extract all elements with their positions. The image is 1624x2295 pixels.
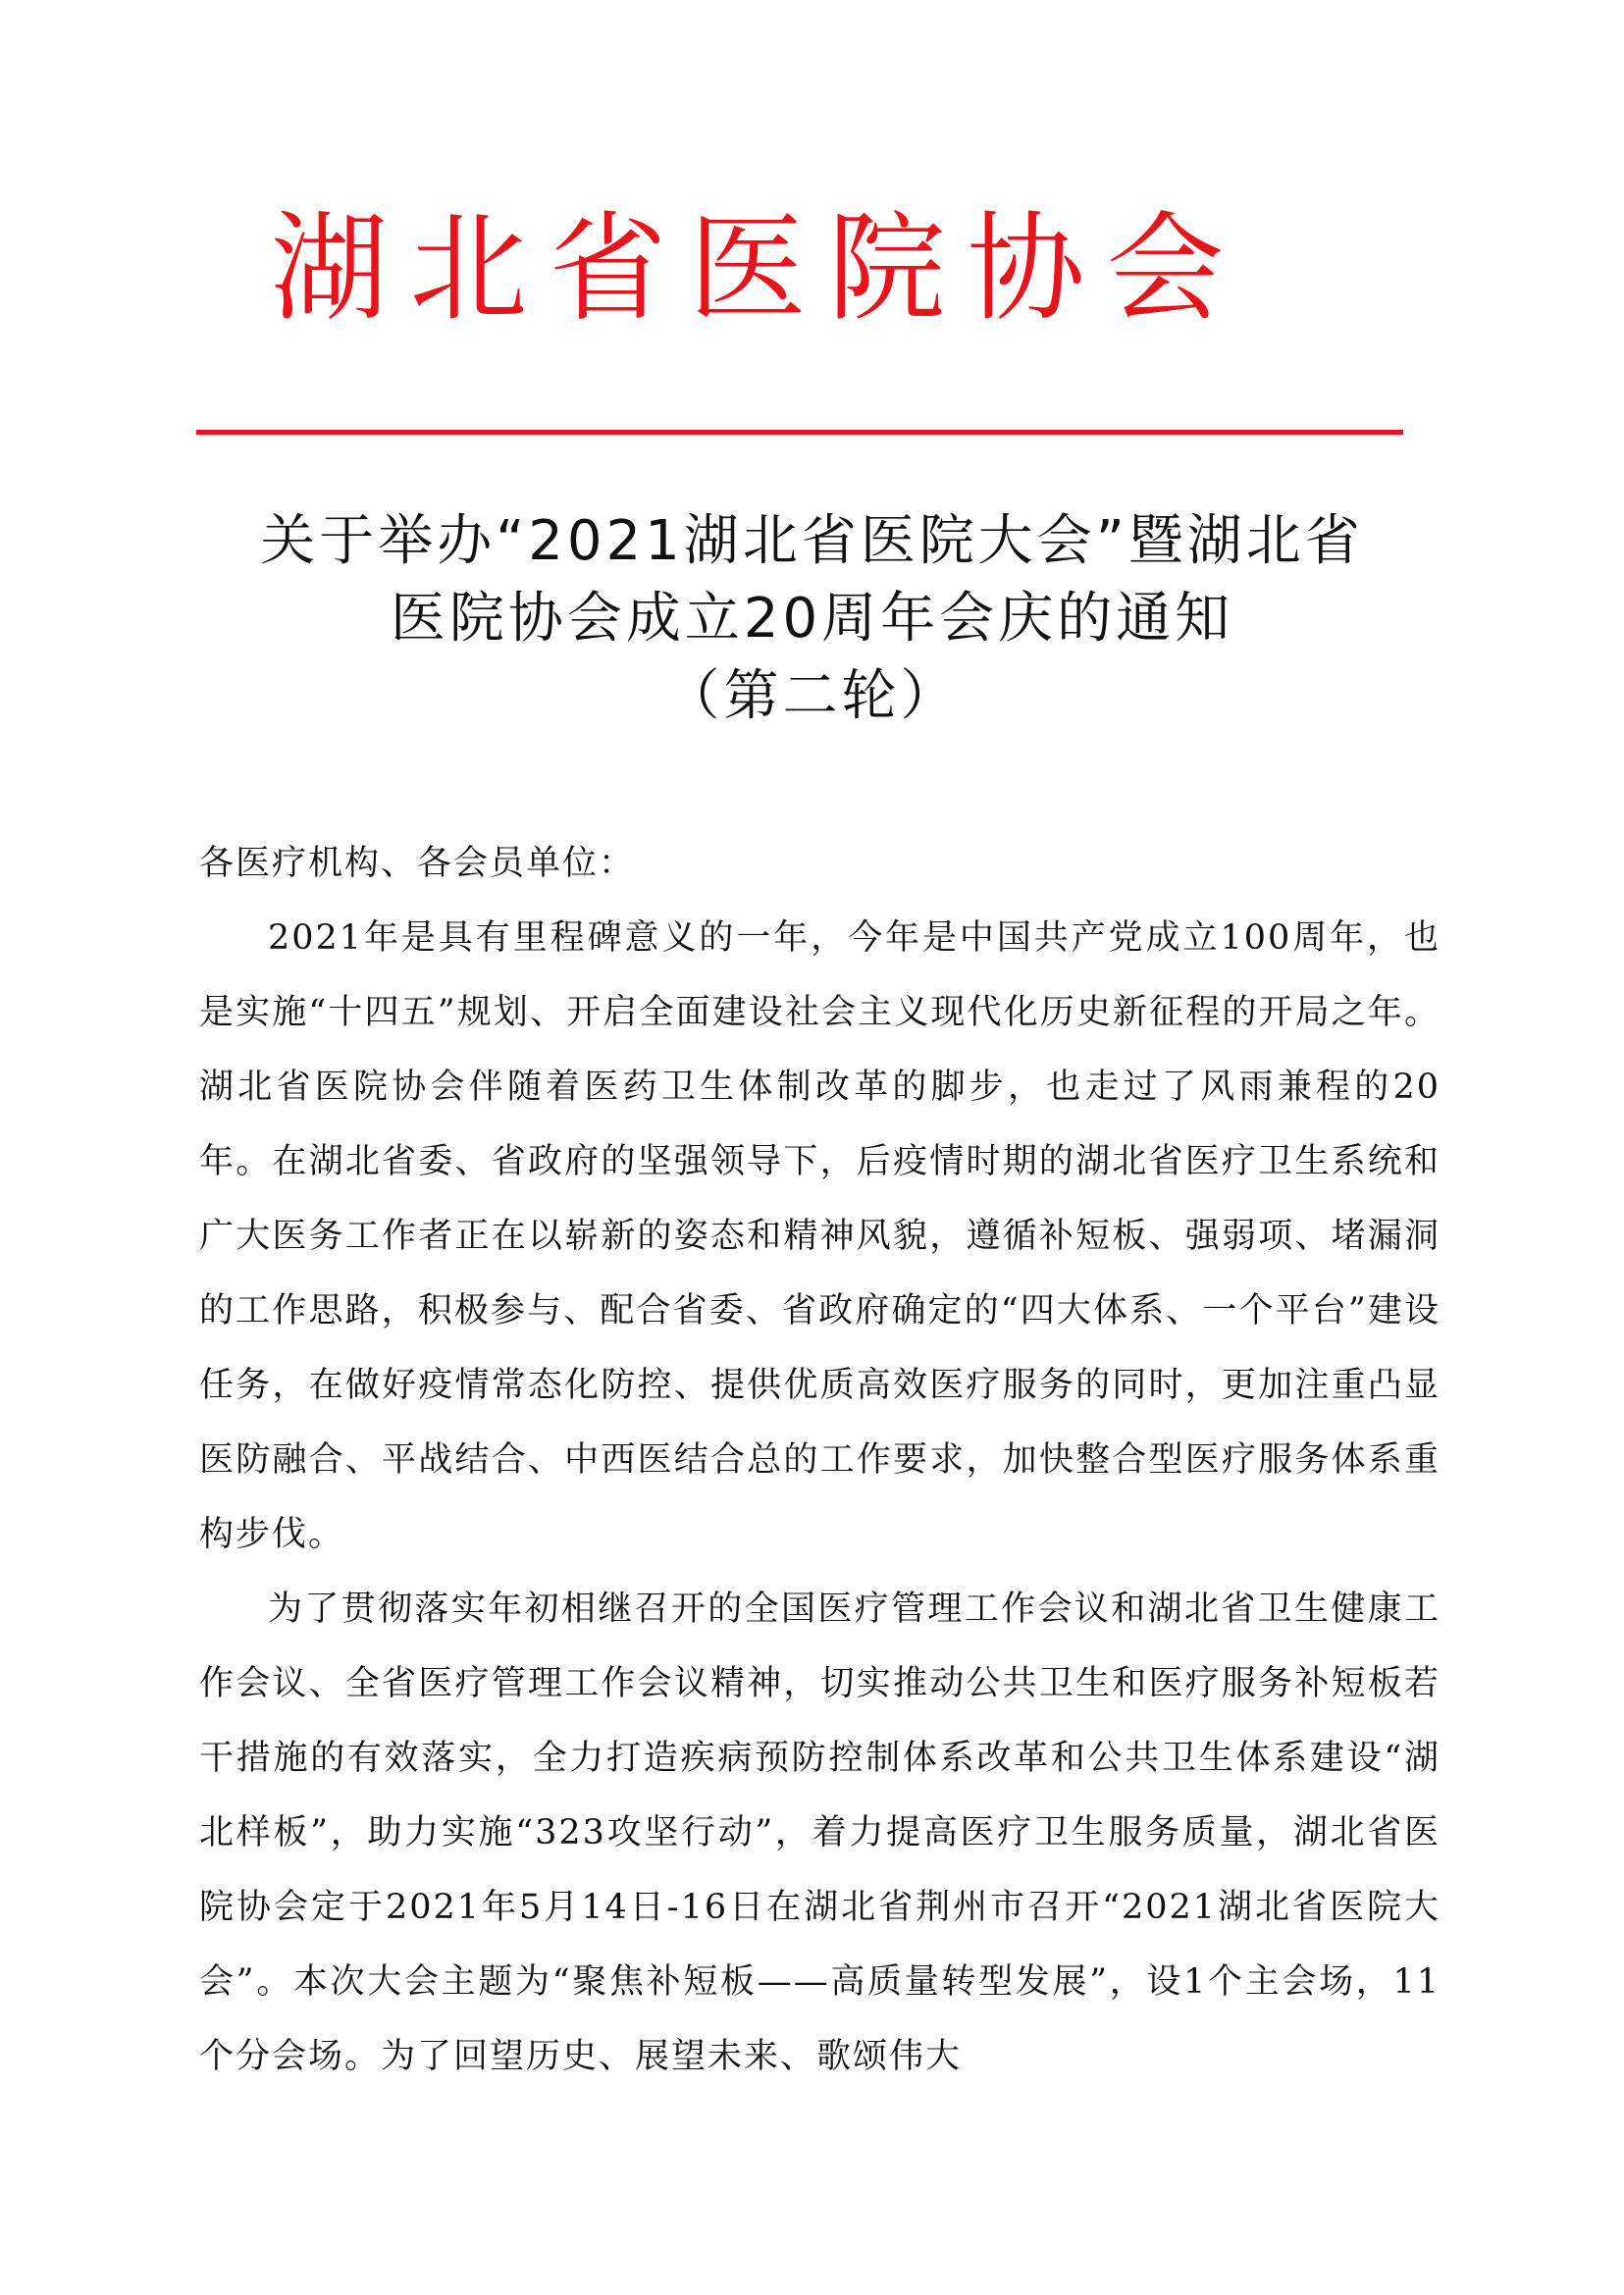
paragraph-2: 为了贯彻落实年初相继召开的全国医疗管理工作会议和湖北省卫生健康工作会议、全省医疗管理工作会议精神，切实推动公共卫生和医疗服务补短板若干措施的有效落实，全力打造疾病预防控制体系改革和公共卫生体系建设“湖北样板”，助力实施“323攻坚行动”，着力提高医疗卫生服务质量，湖北省医院协会定于2021年5月14日-16日在湖北省荆州市召开“2021湖北省医院大会”。本次大会主题为“聚焦补短板——高质量转型发展”，设1个主会场，11个分会场。为了回望历史、展望未来、歌颂伟大 [199,1590,1441,2076]
letterhead-organization-name: 湖北省医院协会 [270,201,1246,338]
document-title [167,502,1457,735]
title-line-1: 关于举办“2021湖北省医院大会”暨湖北省 [260,509,1364,573]
title-line-2: 医院协会成立20周年会庆的通知 [390,587,1234,651]
paragraph-1: 2021年是具有里程碑意义的一年，今年是中国共产党成立100周年，也是实施“十四五”规划、开启全面建设社会主义现代化历史新征程的开局之年。湖北省医院协会伴随着医药卫生体制改革的脚步，也走过了风雨兼程的20年。在湖北省委、省政府的坚强领导下，后疫情时期的湖北省医疗卫生系统和广大医务工作者正在以崭新的姿态和精神风貌，遵循补短板、强弱项、堵漏洞的工作思路，积极参与、配合省委、省政府确定的“四大体系、一个平台”建设任务，在做好疫情常态化防控、提供优质高效医疗服务的同时，更加注重凸显医防融合、平战结合、中西医结合总的工作要求，加快整合型医疗服务体系重构步伐。 [199,918,1441,1554]
letterhead-red-rule [196,430,1403,435]
salutation: 各医疗机构、各会员单位： [199,844,636,883]
title-line-3: （第二轮） [664,664,960,728]
document-body [199,826,1441,2094]
